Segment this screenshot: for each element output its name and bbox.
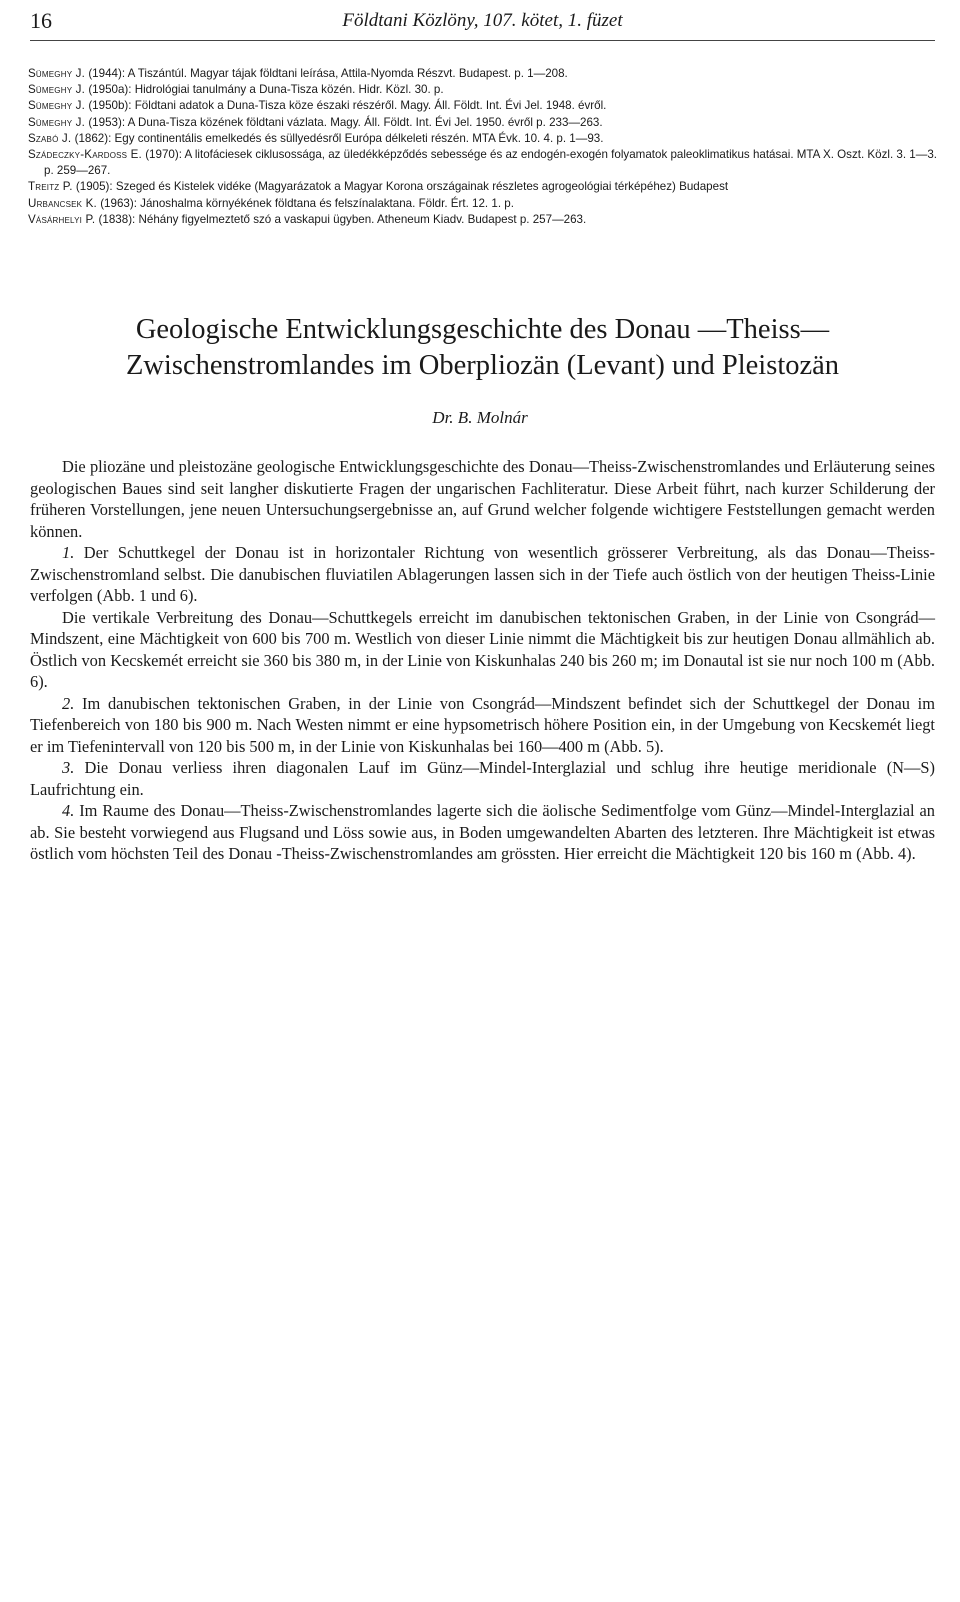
reference-item: [28, 115, 938, 131]
body-paragraph: [30, 693, 935, 758]
reference-text: (1970): A litofáciesek ciklusossága, az üledékképződés sebessége és az endogén-exogén folyamatok paleoklimatikus hatásai. MTA X. Oszt. Közl. 3. 1—3. p. 259—267.: [44, 148, 938, 178]
reference-item: [28, 179, 938, 195]
reference-text: (1950a): Hidrológiai tanulmány a Duna-Tisza közén. Hidr. Közl. 30. p.: [85, 83, 444, 97]
reference-author: Sümeghy J.: [28, 115, 86, 129]
paragraph-text: Im Raume des Donau—Theiss-Zwischenstromlandes lagerte sich die äolische Sedimentfolge vom Günz—Mindel-Interglazial an ab. Sie besteht vorwiegend aus Flugsand und Löss sowie aus, in Boden umgewandelten Abarten des letzteren. Ihre Mächtigkeit ist etwas östlich vom höchsten Teil des Donau -Theiss-Zwischenstromlandes am grössten. Hier erreicht die Mächtigkeit 120 bis 160 m (Abb. 4).: [30, 801, 935, 863]
reference-text: (1963): Jánoshalma környékének földtana és felszínalaktana. Földr. Ért. 12. 1. p.: [96, 196, 514, 210]
reference-author: Szádeczky-Kardoss E.: [28, 148, 142, 162]
reference-item: [28, 66, 938, 82]
paragraph-number: 2.: [62, 693, 75, 713]
body-paragraph: [30, 542, 935, 607]
reference-author: Sümeghy J.: [28, 67, 86, 80]
reference-text: (1953): A Duna-Tisza közének földtani vázlata. Magy. Áll. Földt. Int. Évi Jel. 1950. évről p. 233—263.: [85, 115, 603, 129]
article-author: Dr. B. Molnár: [432, 408, 528, 427]
body-paragraph: [30, 456, 935, 542]
paragraph-text: Der Schuttkegel der Donau ist in horizontaler Richtung von wesentlich grösserer Verbreitung, als das Donau—Theiss-Zwischenstromland selbst. Die danubischen fluviatilen Ablagerungen lassen sich in der Tiefe auch östlich von der heutigen Theiss-Linie verfolgen (Abb. 1 und 6).: [30, 543, 935, 605]
reference-list: [28, 66, 938, 228]
body-paragraph: [30, 607, 935, 693]
paragraph-text: Im danubischen tektonischen Graben, in der Linie von Csongrád—Mindszent befindet sich der Schuttkegel der Donau im Tiefenbereich von 180 bis 900 m. Nach Westen nimmt er eine hypsometrisch höhere Position ein, in der Umgebung von Kecskemét liegt er im Tiefenintervall von 120 bis 500 m, in der Linie von Kiskunhalas bei 160—400 m (Abb. 5).: [30, 693, 935, 756]
reference-author: Vásárhelyi P.: [28, 212, 96, 226]
paragraph-number: 3.: [62, 758, 75, 777]
reference-author: Sümeghy J.: [28, 99, 86, 113]
page-number: 16: [30, 8, 52, 33]
reference-text: (1905): Szeged és Kistelek vidéke (Magyarázatok a Magyar Korona országainak részletes agrogeológiai térképéhez) Budapest: [72, 180, 729, 194]
reference-author: Urbancsek K.: [28, 196, 97, 210]
paragraph-text: Die pliozäne und pleistozäne geologische Entwicklungsgeschichte des Donau—Theiss-Zwischenstromlandes und Erläuterung seines geologischen Baues sind seit langher diskutierte Fragen der ungarischen Fachliteratur. Diese Arbeit führt, nach kurzer Schilderung der früheren Vorstellungen, jene neuen Untersuchungsergebnisse an, auf Grund welcher folgende wichtigere Feststellungen gemacht werden können.: [30, 457, 935, 541]
reference-text: (1862): Egy continentális emelkedés és süllyedésről Európa délkeleti részén. MTA Évk. 10. 4. p. 1—93.: [71, 131, 604, 145]
reference-text: (1950b): Földtani adatok a Duna-Tisza köze északi részéről. Magy. Áll. Földt. Int. Évi Jel. 1948. évről.: [85, 99, 607, 113]
reference-author: Szabó J.: [28, 131, 72, 145]
paragraph-number: 1.: [62, 543, 75, 562]
reference-author: Sümeghy J.: [28, 83, 86, 97]
paragraph-text: Die Donau verliess ihren diagonalen Lauf im Günz—Mindel-Interglazial und schlug ihre heutige meridionale (N—S) Laufrichtung ein.: [30, 758, 935, 799]
reference-author: Treitz P.: [28, 180, 73, 194]
body-paragraph: [30, 800, 935, 865]
reference-item: [28, 82, 938, 98]
reference-text: (1838): Néhány figyelmeztető szó a vaskapui ügyben. Atheneum Kiadv. Budapest p. 257—263.: [95, 212, 587, 226]
article-title: Geologische Entwicklungsgeschichte des Donau —Theiss— Zwischenstromlandes im Oberpliozän (Levant) und Pleistozän: [125, 314, 840, 381]
paragraph-number: 4.: [62, 801, 75, 820]
reference-item: [28, 147, 938, 179]
body-paragraph: [30, 757, 935, 800]
running-title: Földtani Közlöny, 107. kötet, 1. füzet: [342, 10, 623, 31]
reference-text: (1944): A Tiszántúl. Magyar tájak földtani leírása, Attila-Nyomda Részvt. Budapest. p. 1—208.: [85, 67, 568, 80]
reference-item: [28, 98, 938, 114]
reference-item: [28, 131, 938, 147]
reference-item: [28, 212, 938, 228]
page-header: [30, 6, 935, 41]
paragraph-text: Die vertikale Verbreitung des Donau—Schuttkegels erreicht im danubischen tektonischen Graben, in der Linie von Csongrád—Mindszent, eine Mächtigkeit von 600 bis 700 m. Westlich von dieser Linie nimmt die Mächtigkeit bis zur heutigen Donau allmählich ab. Östlich von Kecskemét erreicht sie 360 bis 380 m, in der Linie von Kiskunhalas 240 bis 260 m; im Donautal ist sie nur noch 100 m (Abb. 6).: [30, 607, 935, 691]
reference-item: [28, 196, 938, 212]
article-body: [30, 456, 935, 865]
